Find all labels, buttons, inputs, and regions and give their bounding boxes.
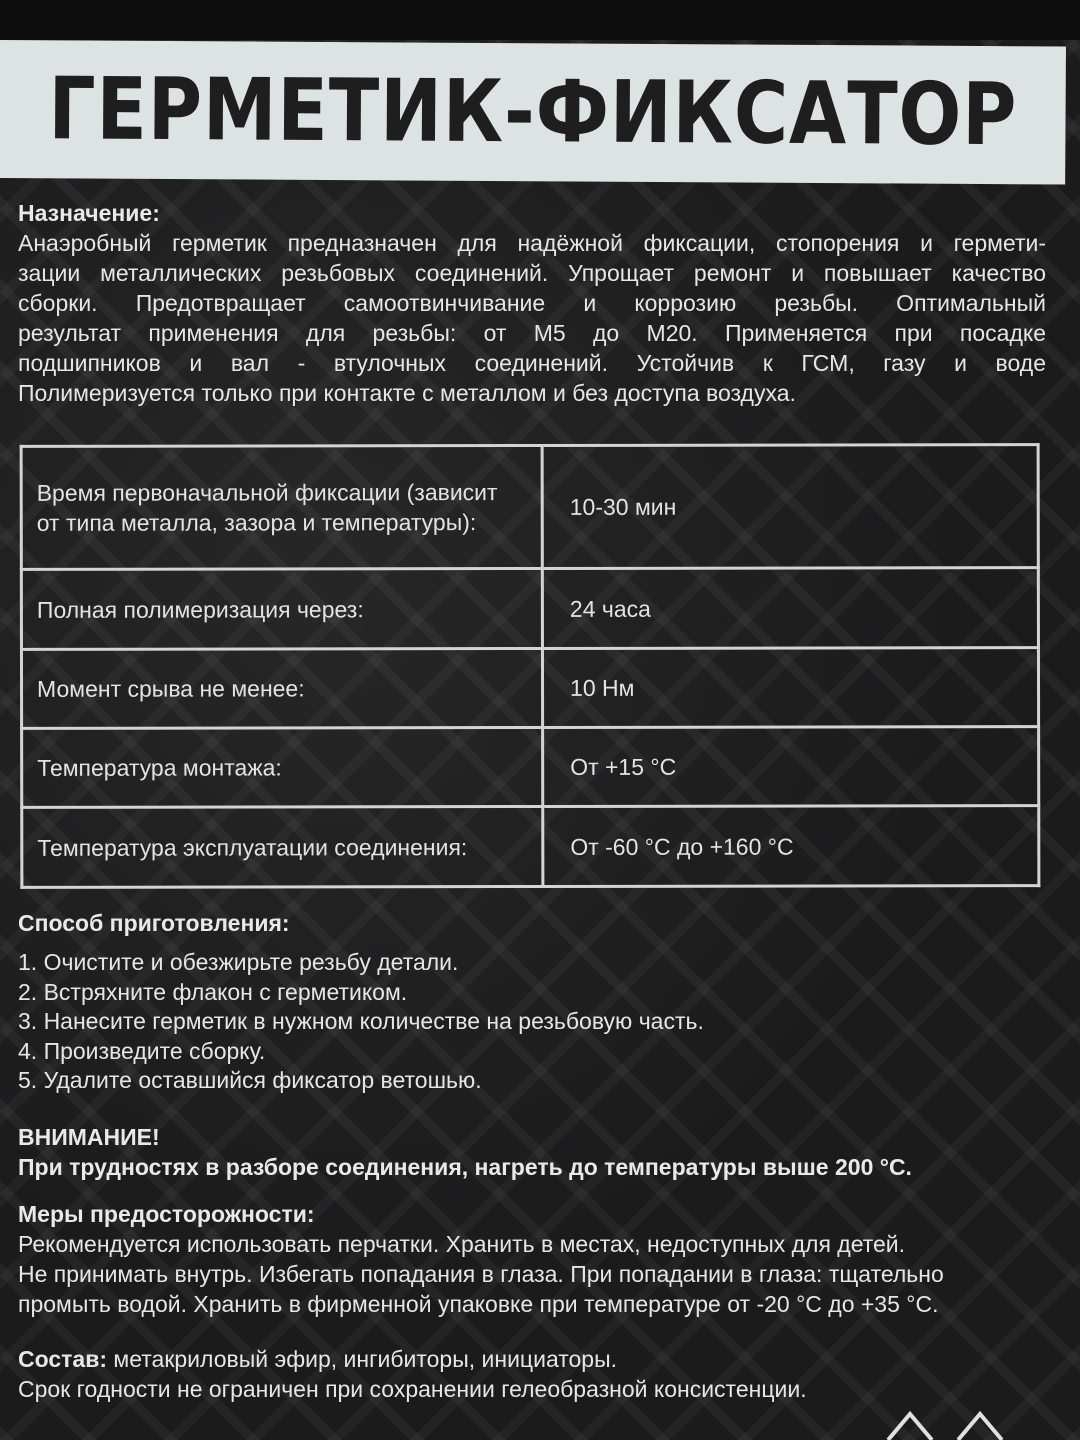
table-row [21, 568, 1038, 650]
page-title: ГЕРМЕТИК-ФИКСАТОР [47, 59, 1018, 166]
list-item: 4. Произведите сборку. [18, 1037, 266, 1064]
purpose-line: сборки. Предотвращает самоотвинчивание и коррозию резьбы. Оптимальный [18, 290, 1046, 316]
preparation-steps [18, 948, 1046, 1096]
table-row [22, 806, 1039, 888]
composition-text: метакриловый эфир, ингибиторы, инициаторы. [107, 1346, 618, 1372]
spec-label: Полная полимеризация через: [21, 568, 542, 649]
shelf-life-text: Срок годности не ограничен при сохранении гелеобразной консистенции. [18, 1376, 807, 1402]
preparation-heading: Способ приготовления: [18, 910, 290, 936]
spec-label: Момент срыва не менее: [21, 648, 542, 728]
spec-value: 10 Нм [542, 648, 1038, 728]
purpose-line: Анаэробный герметик предназначен для надёжной фиксации, стопорения и гермети- [18, 230, 1046, 256]
precautions-line: промыть водой. Хранить в фирменной упаковке при температуре от -20 °С до +35 °С. [18, 1291, 939, 1317]
table-row [21, 445, 1038, 570]
composition-section [18, 1344, 1046, 1404]
list-item: 2. Встряхните флакон с герметиком. [18, 978, 408, 1005]
list-item: 5. Удалите оставшийся фиксатор ветошью. [18, 1067, 482, 1093]
list-item: 1. Очистите и обезжирьте резьбу детали. [18, 949, 459, 975]
purpose-line: Полимеризуется только при контакте с металлом и без доступа воздуха. [18, 380, 796, 406]
precautions-section [18, 1199, 1046, 1319]
warning-triangle-icon [958, 1414, 1002, 1440]
spec-label: Температура монтажа: [22, 727, 543, 807]
table-row [21, 648, 1038, 729]
top-dark-strip [0, 0, 1080, 40]
precautions-line: Не принимать внутрь. Избегать попадания в глаза. При попадании в глаза: тщательно [18, 1261, 944, 1287]
spec-value: 24 часа [542, 568, 1038, 649]
preparation-section [18, 908, 1046, 1096]
precautions-heading: Меры предосторожности: [18, 1201, 315, 1227]
specs-table [20, 443, 1041, 889]
spec-value: От -60 °С до +160 °С [543, 806, 1039, 887]
warning-triangle-icon [888, 1414, 932, 1440]
composition-label: Состав: [18, 1346, 108, 1372]
warning-section [18, 1122, 1046, 1182]
purpose-line: результат применения для резьбы: от М5 до М20. Применяется при посадке [18, 320, 1046, 346]
precautions-line: Рекомендуется использовать перчатки. Хранить в местах, недоступных для детей. [18, 1231, 906, 1257]
spec-label: Время первоначальной фиксации (зависит от типа металла, зазора и температуры): [21, 445, 542, 569]
title-banner [0, 40, 1066, 185]
purpose-line: подшипников и вал - втулочных соединений. Устойчив к ГСМ, газу и воде [18, 350, 1046, 376]
warning-text: При трудностях в разборе соединения, нагреть до температуры выше 200 °С. [18, 1154, 912, 1180]
composition-line [18, 1344, 1046, 1374]
spec-value: От +15 °С [543, 727, 1039, 807]
table-row [22, 727, 1039, 808]
triangle-symbols [880, 1408, 1020, 1440]
purpose-section [18, 198, 1046, 408]
purpose-line: зации металлических резьбовых соединений. Упрощает ремонт и повышает качество [18, 260, 1046, 286]
spec-value: 10-30 мин [542, 445, 1038, 569]
purpose-text [18, 228, 1046, 408]
warning-heading: ВНИМАНИЕ! [18, 1124, 160, 1150]
spec-label: Температура эксплуатации соединения: [22, 806, 543, 887]
purpose-heading: Назначение: [18, 200, 160, 226]
list-item: 3. Нанесите герметик в нужном количестве на резьбовую часть. [18, 1008, 704, 1034]
